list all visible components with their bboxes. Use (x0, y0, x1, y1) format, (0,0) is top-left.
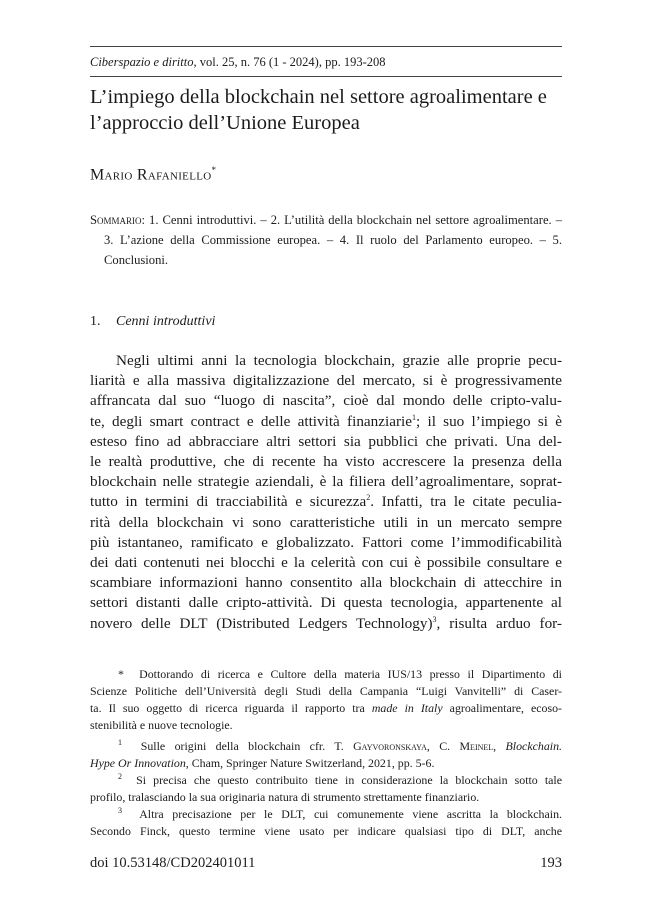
footnote-text: Si precisa che questo contribuito tiene in considerazione la blockchain sotto tale (136, 773, 562, 787)
body-line: liarità e alla massiva digitalizzazione del mercato, si è progressivamente (90, 372, 562, 390)
footnote-text: , C. (426, 739, 460, 753)
footnote-line (90, 772, 562, 789)
page (90, 0, 562, 922)
header-rule-top (90, 46, 562, 47)
footnote-1 (90, 738, 562, 772)
body-line: scambiare informazioni hanno consentito alla blockchain di attecchire in (90, 574, 562, 592)
footnote-2 (90, 772, 562, 806)
footnote-book-title: Hype Or Innovation (90, 756, 186, 770)
footnote-line: profilo, tralasciando la sua originaria natura di strumento strettamente finanziario. (90, 790, 480, 804)
footnote-line (90, 755, 562, 772)
body-line: blockchain nelle strategie aziendali, è la filiera dell’agroalimentare, soprat- (90, 473, 562, 491)
page-number: 193 (540, 855, 562, 871)
body-line-part: novero delle DLT (Distributed Ledgers Technology) (90, 614, 433, 632)
footnote-text: agroalimentare, ecoso- (442, 701, 562, 715)
author-footnote-mark: * (211, 165, 217, 175)
body-line: settori distanti dalle cripto-attività. Di questa tecnologia, appartenente al (90, 594, 562, 612)
journal-citation (90, 55, 562, 70)
footnote-text: , Cham, Springer Nature Switzerland, 2021, pp. 5-6. (185, 756, 435, 770)
footnote-3 (90, 806, 562, 840)
footnote-line: Scienze Politiche dell’Università degli Studi della Campania “Luigi Vanvitelli” di Caser- (90, 684, 562, 698)
footnote-author-name: Gayvoronskaya (353, 739, 427, 753)
section-title: Cenni introduttivi (116, 314, 216, 329)
body-line-part: ; il suo l’impiego si è (415, 412, 562, 430)
body-text (90, 351, 562, 634)
body-line-part: . Infatti, tra le citate peculia- (370, 493, 562, 511)
body-line-part: te, degli smart contract e delle attività finanziarie (90, 412, 412, 430)
footnote-italic: made in Italy (371, 701, 443, 715)
body-line-part: tutto in termini di tracciabilità e sicurezza (90, 493, 367, 511)
footnote-line: Secondo Finck, questo termine viene usato per indicare qualsiasi tipo di DLT, anche (90, 824, 562, 838)
section-number: 1. (90, 314, 101, 329)
footnote-ref-1[interactable]: 1 (411, 412, 416, 422)
body-line (90, 614, 562, 634)
footnote-3-mark: 3 (118, 806, 122, 816)
footnote-ref-2[interactable]: 2 (366, 493, 371, 503)
footnote-line (90, 700, 562, 717)
footnote-2-mark: 2 (118, 772, 122, 782)
footnote-line (90, 738, 562, 755)
footnote-author (90, 666, 562, 734)
body-line: più istantaneo, ramificato e globalizzato. Fattori come l’immodificabilità (90, 533, 562, 551)
footnote-text: ta. Il suo oggetto di ricerca riguarda il rapporto tra (90, 701, 372, 715)
footnote-line (90, 666, 562, 683)
footnote-line: stenibilità e nuove tecnologie. (90, 718, 233, 732)
article-title (90, 84, 562, 136)
footnote-ref-3[interactable]: 3 (432, 614, 437, 624)
summary-label: Sommario (90, 213, 142, 227)
body-line: le realtà produttive, che di recente ha visto accrescere la presenza della (90, 453, 562, 471)
journal-volume: , vol. 25, n. 76 (1 - 2024), pp. 193-208 (193, 55, 386, 69)
footnote-text: , (493, 739, 506, 753)
body-line: affrancata dal suo “luogo di nascita”, cioè dal mondo delle cripto-valu- (90, 392, 562, 410)
section-heading (90, 314, 215, 330)
footnote-author-name: Meinel (459, 739, 494, 753)
header-rule-bottom (90, 76, 562, 77)
author-text: Mario Rafaniello (90, 166, 212, 184)
footnote-1-mark: 1 (118, 738, 122, 748)
body-line-part: , risulta arduo for- (436, 614, 562, 632)
body-line: esteso fino ad abbracciare altri settori sia pubblici che privati. Una del- (90, 432, 562, 450)
footnote-text: Dottorando di ricerca e Cultore della materia IUS/13 presso il Dipartimento di (139, 667, 562, 681)
title-line-2: l’approccio dell’Unione Europea (90, 112, 360, 134)
footnote-text: Sulle origini della blockchain cfr. T. (140, 739, 354, 753)
footnote-book-title: Blockchain. (505, 739, 562, 753)
author-name (90, 165, 216, 184)
body-line: rità della blockchain vi sono caratteristiche utili in un mercato sempre (90, 513, 562, 531)
journal-name: Ciberspazio e diritto (90, 55, 194, 69)
footnote-text: Altra precisazione per le DLT, cui comunemente viene ascritta la blockchain. (139, 807, 562, 821)
footnote-line (90, 806, 562, 823)
body-line: dei dati contenuti nei blocchi e la celerità con cui è possibile consultare e (90, 554, 562, 572)
body-line (90, 412, 562, 432)
body-line: Negli ultimi anni la tecnologia blockchain, grazie alle proprie pecu- (116, 352, 562, 369)
title-line-1: L’impiego della blockchain nel settore agroalimentare e (90, 86, 547, 108)
footnote-star-mark: * (118, 667, 124, 681)
doi[interactable]: doi 10.53148/CD202401011 (90, 855, 256, 871)
body-line (90, 492, 562, 512)
summary-text: : 1. Cenni introduttivi. – 2. L’utilità della blockchain nel settore agroalimentare. – 3. L’azione della Commissione europea. – 4. Il ruolo del Parlamento europeo. – 5. Conclusioni. (104, 213, 562, 267)
summary (90, 210, 562, 270)
